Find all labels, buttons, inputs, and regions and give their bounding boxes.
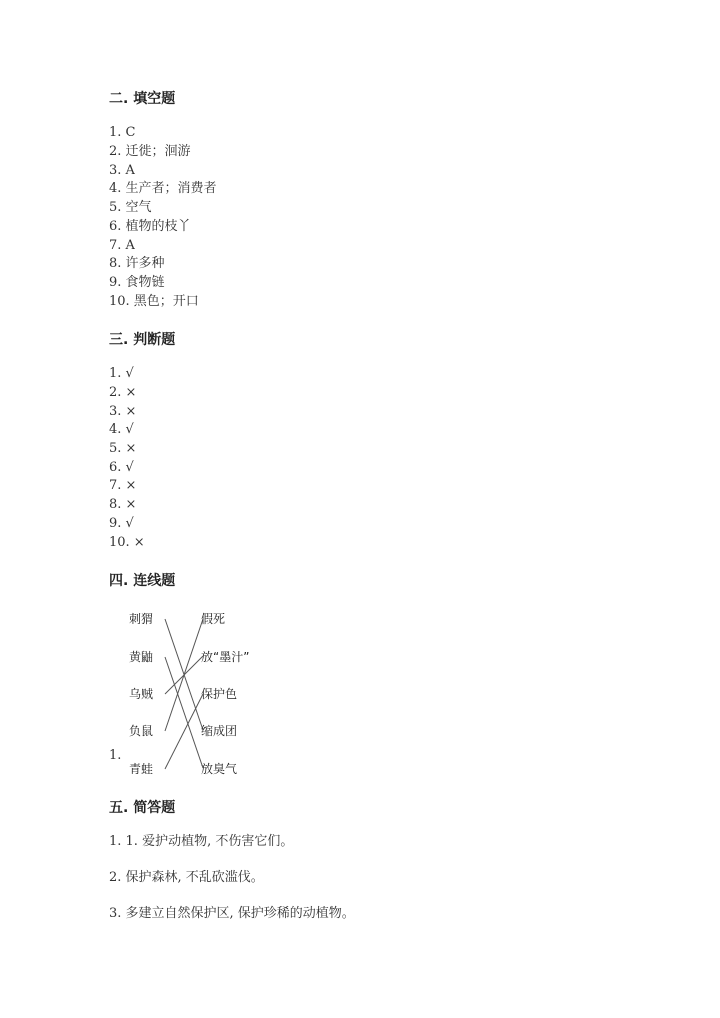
fill-answer-9: 9. 食物链 bbox=[109, 275, 165, 290]
match-right-1: 假死 bbox=[201, 612, 226, 626]
match-left-4: 负鼠 bbox=[129, 724, 154, 738]
match-left-2: 黄鼬 bbox=[129, 650, 154, 664]
fill-answer-2: 2. 迁徙；洄游 bbox=[109, 144, 191, 159]
judge-answer-5: 5. × bbox=[109, 441, 137, 456]
short-answer-1: 1. 1. 爱护动植物, 不伤害它们。 bbox=[109, 834, 294, 849]
match-left-3: 乌贼 bbox=[129, 687, 154, 701]
fill-answer-4: 4. 生产者；消费者 bbox=[109, 181, 217, 196]
judge-answer-9: 9. √ bbox=[109, 516, 134, 531]
judge-answer-1: 1. √ bbox=[109, 366, 134, 381]
match-right-5: 放臭气 bbox=[201, 762, 238, 776]
section-2-heading: 二. 填空题 bbox=[109, 91, 176, 107]
judge-answer-3: 3. × bbox=[109, 404, 137, 419]
section-5-heading: 五. 简答题 bbox=[109, 800, 176, 816]
match-right-4: 缩成团 bbox=[201, 724, 238, 738]
match-right-2: 放“墨汁” bbox=[201, 650, 250, 664]
match-line-qingwa-baohuse bbox=[165, 694, 203, 769]
judge-answer-2: 2. × bbox=[109, 385, 137, 400]
match-left-1: 刺猬 bbox=[129, 612, 154, 626]
fill-answer-8: 8. 许多种 bbox=[109, 256, 165, 271]
fill-answer-3: 3. A bbox=[109, 163, 135, 178]
judge-answer-10: 10. × bbox=[109, 535, 145, 550]
fill-answer-6: 6. 植物的枝丫 bbox=[109, 219, 191, 234]
match-left-5: 青蛙 bbox=[129, 762, 154, 776]
section-4-heading: 四. 连线题 bbox=[109, 573, 176, 589]
fill-answer-1: 1. C bbox=[109, 125, 136, 140]
judge-answer-7: 7. × bbox=[109, 478, 137, 493]
judge-answer-6: 6. √ bbox=[109, 460, 134, 475]
judge-answer-4: 4. √ bbox=[109, 422, 134, 437]
section-3-heading: 三. 判断题 bbox=[109, 332, 176, 348]
matching-number: 1. bbox=[109, 748, 122, 763]
short-answer-2: 2. 保护森林, 不乱砍滥伐。 bbox=[109, 870, 264, 885]
fill-answer-10: 10. 黑色；开口 bbox=[109, 294, 199, 309]
match-right-3: 保护色 bbox=[201, 687, 238, 701]
short-answer-3: 3. 多建立自然保护区, 保护珍稀的动植物。 bbox=[109, 906, 355, 921]
matching-diagram bbox=[109, 604, 289, 784]
fill-answer-5: 5. 空气 bbox=[109, 200, 152, 215]
fill-answer-7: 7. A bbox=[109, 238, 135, 253]
judge-answer-8: 8. × bbox=[109, 497, 137, 512]
